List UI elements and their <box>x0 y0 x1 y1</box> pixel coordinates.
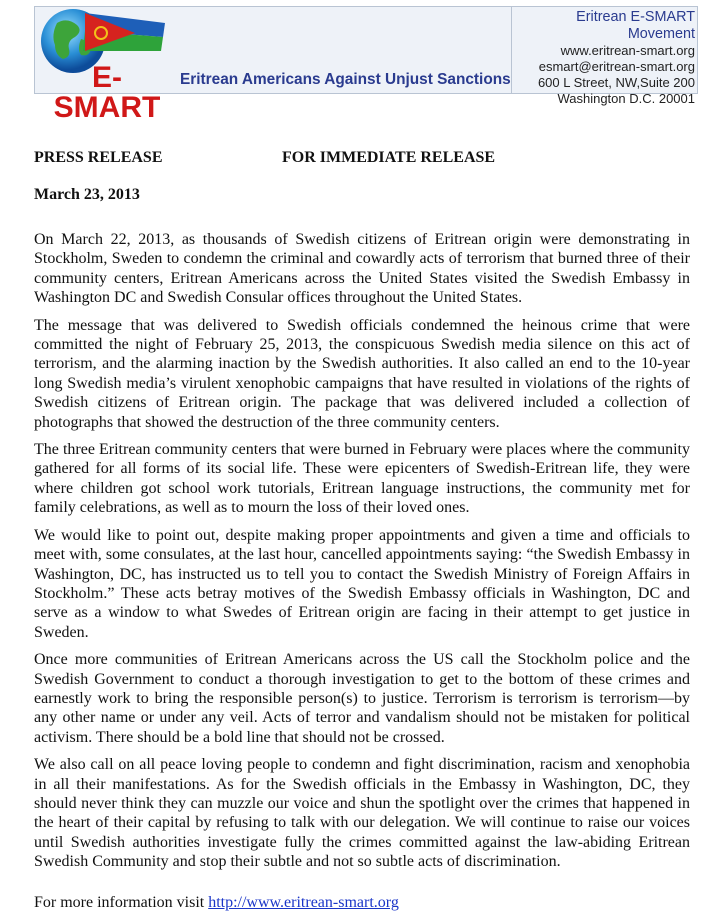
street-address: 600 L Street, NW,Suite 200 <box>537 75 695 90</box>
paragraph: On March 22, 2013, as thousands of Swedish citizens of Eritrean origin were demonstrating in Stockholm, Sweden to condemn the criminal and cowardly acts of terrorism that burned three of their community centers, Eritrean Americans across the United States visited the Swedish Embassy in Washington DC and Swedish Consular offices throughout the United States. <box>34 231 690 307</box>
press-release-label: PRESS RELEASE <box>34 149 163 166</box>
letterhead-title: Eritrean Americans Against Unjust Sanctions <box>180 71 511 88</box>
release-date: March 23, 2013 <box>34 186 140 203</box>
website-link[interactable]: http://www.eritrean-smart.org <box>208 894 399 911</box>
more-info <box>34 894 399 912</box>
letterhead <box>34 6 698 124</box>
logo-text: E-SMART <box>53 61 161 124</box>
city-address: Washington D.C. 20001 <box>557 91 695 106</box>
contact-block <box>513 9 697 107</box>
paragraph: We also call on all peace loving people to condemn and fight discrimination, racism and xenophobia in all their manifestations. As for the Swedish officials in the Embassy in Washington, DC, they should never think they can muzzle our voice and shun the spotlight over the crimes that happened in the heart of their capital by refusing to talk with our delegation. We will continue to raise our voices until Swedish authorities investigate fully the crimes committed against the law-abiding Eritrean Swedish Community and stop their subtle and not so subtle acts of discrimination. <box>34 756 690 871</box>
release-header <box>34 149 496 167</box>
e-smart-logo <box>35 7 177 124</box>
letterhead-divider <box>511 7 512 93</box>
paragraph: The message that was delivered to Swedish officials condemned the heinous crime that were committed the night of February 25, 2013, the conspicuous Swedish media silence on this act of terrorism, and the alarming inaction by the Swedish authorities. It also called an end to the 10-year long Swedish media’s virulent xenophobic campaigns that have resulted in violations of the rights of Swedish citizens of Eritrean origin. The package that was delivered included a collection of photographs that showed the destruction of the three community centers. <box>34 316 690 431</box>
email-text: esmart@eritrean-smart.org <box>538 59 695 74</box>
release-body <box>34 230 690 880</box>
paragraph: Once more communities of Eritrean Americans across the US call the Stockholm police and the Swedish Government to conduct a thorough investigation to get to the bottom of these crimes and earnestly work to bring the responsible person(s) to justice. Terrorism is terrorism is terrorism—by any other name or under any veil. Acts of terror and vandalism should not be mistaken for political activism. There should be a bold line that should not be crossed. <box>34 651 690 746</box>
immediate-release-label: FOR IMMEDIATE RELEASE <box>282 149 496 166</box>
paragraph: We would like to point out, despite making proper appointments and given a time and officials to meet with, some consulates, at the last hour, cancelled appointments saying: “the Swedish Embassy in Washington, DC, has instructed us to tell you to contact the Swedish Ministry of Foreign Affairs in Stockholm.” These acts betray motives of the Swedish Embassy officials in Washington, DC and serve as a window to what Swedes of Eritrean origin are facing in their attempt to get justice in Sweden. <box>34 526 690 641</box>
paragraph: The three Eritrean community centers that were burned in February were places where the community gathered for all forms of its social life. These were epicenters of Swedish-Eritrean life, they were where children got school work tutorials, Eritrean language instructions, the community met for family celebrations, as well as to mourn the loss of their loved ones. <box>34 441 690 517</box>
org-name: Eritrean E-SMART Movement <box>576 9 695 42</box>
website-text: www.eritrean-smart.org <box>560 43 695 58</box>
more-info-prefix: For more information visit <box>34 894 209 911</box>
